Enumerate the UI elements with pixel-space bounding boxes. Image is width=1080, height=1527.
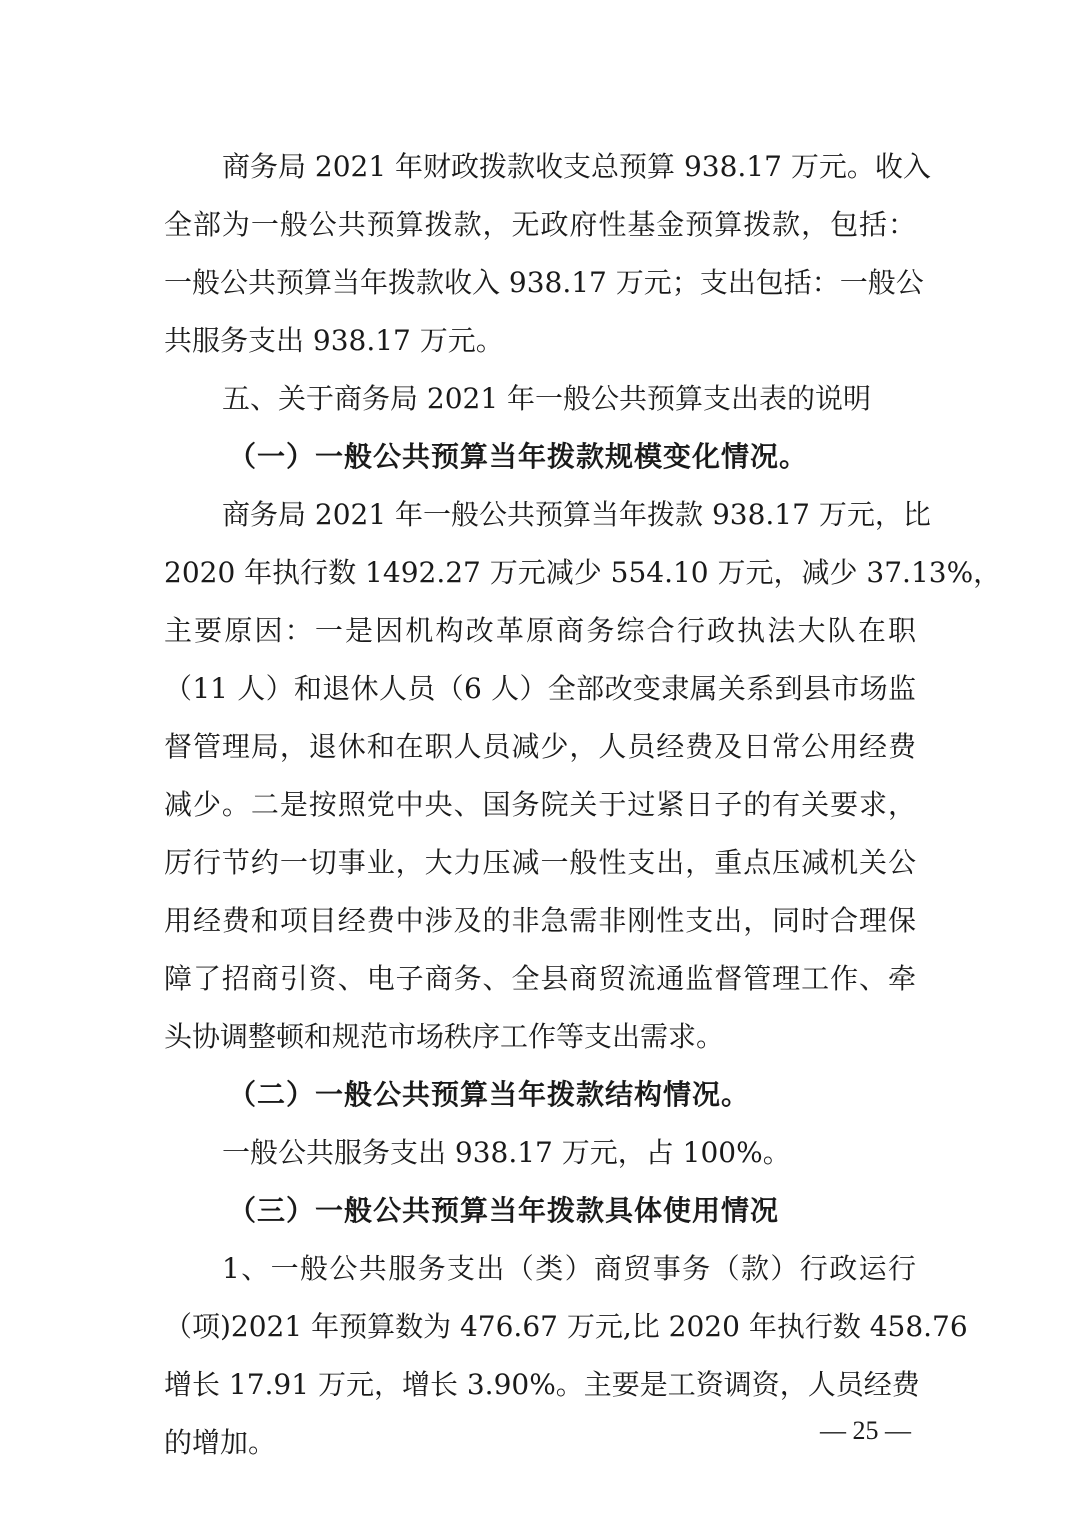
text-line: 增长 17.91 万元，增长 3.90%。主要是工资调资，人员经费 <box>164 1368 920 1401</box>
subsection-3-body <box>164 1240 968 1472</box>
text-line: 一般公共服务支出 938.17 万元，占 100%。 <box>222 1136 791 1169</box>
text-line: 商务局 2021 年财政拨款收支总预算 938.17 万元。收入 <box>222 150 931 183</box>
text-line: 用经费和项目经费中涉及的非急需非刚性支出，同时合理保 <box>164 904 916 937</box>
document-page <box>164 138 1002 1472</box>
subsection-2-title: （二）一般公共预算当年拨款结构情况。 <box>228 1078 751 1111</box>
text-line: （项)2021 年预算数为 476.67 万元,比 2020 年执行数 458.76 <box>164 1310 968 1343</box>
text-line: 督管理局，退休和在职人员减少，人员经费及日常公用经费 <box>164 730 916 763</box>
subsection-1-title: （一）一般公共预算当年拨款规模变化情况。 <box>228 440 809 473</box>
text-line: 1、一般公共服务支出（类）商贸事务（款）行政运行 <box>222 1252 916 1285</box>
paragraph-intro <box>164 138 931 370</box>
text-line: 主要原因：一是因机构改革原商务综合行政执法大队在职 <box>164 614 916 647</box>
text-line: 全部为一般公共预算拨款，无政府性基金预算拨款，包括： <box>164 208 916 241</box>
text-line: 一般公共预算当年拨款收入 938.17 万元；支出包括：一般公 <box>164 266 924 299</box>
text-line: （11 人）和退休人员（6 人）全部改变隶属关系到县市场监 <box>164 672 916 705</box>
text-line: 头协调整顿和规范市场秩序工作等支出需求。 <box>164 1020 725 1053</box>
section-five-title: 五、关于商务局 2021 年一般公共预算支出表的说明 <box>222 382 872 415</box>
page-number: — 25 — <box>820 1416 911 1445</box>
text-line: 厉行节约一切事业，大力压减一般性支出，重点压减机关公 <box>164 846 916 879</box>
text-line: 的增加。 <box>164 1426 277 1459</box>
subsection-3-title: （三）一般公共预算当年拨款具体使用情况 <box>228 1194 780 1227</box>
text-line: 2020 年执行数 1492.27 万元减少 554.10 万元，减少 37.13%， <box>164 556 1002 589</box>
text-line: 商务局 2021 年一般公共预算当年拨款 938.17 万元，比 <box>222 498 931 531</box>
text-line: 共服务支出 938.17 万元。 <box>164 324 504 357</box>
text-line: 减少。二是按照党中央、国务院关于过紧日子的有关要求， <box>164 788 916 821</box>
text-line: 障了招商引资、电子商务、全县商贸流通监督管理工作、牵 <box>164 962 916 995</box>
subsection-2-body <box>164 1124 916 1182</box>
subsection-1-body <box>164 486 1002 1066</box>
